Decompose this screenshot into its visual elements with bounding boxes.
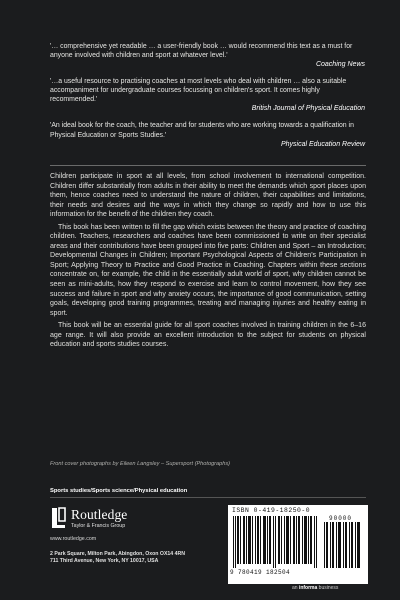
quote-text: '… comprehensive yet readable … a user-friendly book … would recommend this text as a must for anyone involved with children and sport at whatever level.' xyxy=(50,43,353,60)
description-paragraph: Children participate in sport at all levels, from school involvement to international competition. Children differ substantially from adults in their ability to meet the demands which sport places upon them, hence coaches need to understand the nature of children, their capabilities and limitations, their needs and desires and the ways in which they change so rapidly and how to use this information for the benefit of the children they coach. xyxy=(50,173,366,219)
quote-source: Coaching News xyxy=(315,61,365,69)
price-addon-number: 90000 xyxy=(329,515,353,522)
ean-number: 9 780419 182504 xyxy=(230,569,291,576)
address-line: 2 Park Square, Milton Park, Abingdon, Oxon OX14 4RN xyxy=(50,551,185,557)
informa-prefix: an xyxy=(292,585,299,591)
review-quote xyxy=(50,42,365,69)
informa-brand: informa xyxy=(298,585,318,591)
ean-barcode xyxy=(232,516,318,568)
divider xyxy=(50,497,366,498)
publisher-address xyxy=(50,551,185,565)
review-quote xyxy=(50,77,365,113)
isbn-barcode-panel xyxy=(228,505,368,584)
divider xyxy=(50,165,366,166)
review-quote xyxy=(50,121,365,148)
publisher-name: Routledge xyxy=(71,507,128,522)
quote-source: British Journal of Physical Education xyxy=(251,105,365,113)
publisher-website: www.routledge.com xyxy=(50,536,97,542)
book-description xyxy=(50,172,366,353)
description-paragraph: This book has been written to fill the gap which exists between the theory and practice of coaching children. Teachers, researchers and coaches have been commissioned to write on their specialist areas and their contributions have been grouped into five parts: Children and Sport – an Introduction; Developmental Changes in Children; Important Psychological Aspects of Children's Participation in Sport; Applying Theory to Practice and Good Practice in Coaching. Chapters within these sections concentrate on, for example, the child in the essentially adult world of sport, why children cannot be seen as mini-adults, how they respond to exercise and learn to control movement, how they see success and failure in sport and why anxiety occurs, the importance of good communication, setting goals, developing good training programmes, treating and managing injuries and healthy eating in sport. xyxy=(50,223,366,317)
publisher-group: Taylor & Francis Group xyxy=(71,523,126,529)
address-line: 711 Third Avenue, New York, NY 10017, USA xyxy=(50,558,159,564)
quote-text: 'An ideal book for the coach, the teacher and for students who are working towards a qualification in Physical Education or Sports Studies.' xyxy=(50,122,354,139)
quote-source: Physical Education Review xyxy=(280,140,365,148)
publisher-logo xyxy=(50,506,200,538)
description-paragraph: This book will be an essential guide for all sport coaches involved in training children in the 6–16 age range. It will also provide an excellent introduction to the subject for students on physical education and sports studies courses. xyxy=(50,322,366,349)
informa-suffix: business xyxy=(317,585,339,591)
cover-photo-credit: Front cover photographs by Eileen Langsley – Supersport (Photographs) xyxy=(50,461,231,467)
isbn-label: ISBN 0-419-18250-0 xyxy=(232,507,311,514)
addon-barcode xyxy=(323,522,363,568)
review-quotes xyxy=(50,42,365,157)
quote-text: '…a useful resource to practising coaches at most levels who deal with children … also a suitable accompaniment for undergraduate courses focussing on children's sport. It comes highly recommended.' xyxy=(50,78,347,104)
subject-category: Sports studies/Sports science/Physical education xyxy=(50,488,188,494)
informa-business-note xyxy=(292,585,338,591)
routledge-logo-icon xyxy=(50,506,67,530)
